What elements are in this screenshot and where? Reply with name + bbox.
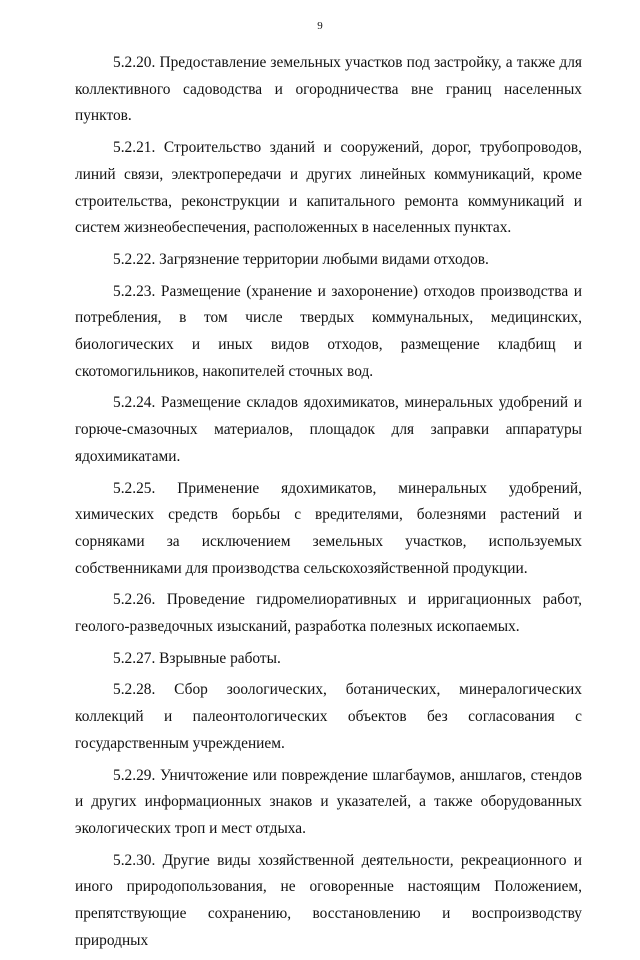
paragraph-5-2-20: 5.2.20. Предоставление земельных участков под застройку, а также для коллективного садоводства и огородничества вне границ населенных пунктов. xyxy=(75,54,582,125)
paragraph-5-2-24: 5.2.24. Размещение складов ядохимикатов, минеральных удобрений и горюче-смазочных материалов, площадок для заправки аппаратуры ядохимикатами. xyxy=(75,394,582,465)
paragraph-5-2-26: 5.2.26. Проведение гидромелиоративных и ирригационных работ, геолого-разведочных изысканий, разработка полезных ископаемых. xyxy=(75,591,582,636)
paragraph-5-2-29: 5.2.29. Уничтожение или повреждение шлагбаумов, аншлагов, стендов и других информационных знаков и указателей, а также оборудованных экологических троп и мест отдыха. xyxy=(75,766,582,837)
paragraph-5-2-27: 5.2.27. Взрывные работы. xyxy=(113,649,281,667)
paragraph-5-2-22: 5.2.22. Загрязнение территории любыми видами отходов. xyxy=(113,250,489,268)
page-number: 9 xyxy=(317,20,323,32)
paragraph-5-2-23: 5.2.23. Размещение (хранение и захоронение) отходов производства и потребления, в том числе твердых коммунальных, медицинских, биологических и иных видов отходов, размещение кладбищ и скотомогильников, накопителей сточных вод. xyxy=(75,282,582,380)
paragraph-5-2-25: 5.2.25. Применение ядохимикатов, минеральных удобрений, химических средств борьбы с вредителями, болезнями растений и сорняками за исключением земельных участков, используемых собственниками для производства сельскохозяйственной продукции. xyxy=(75,479,582,577)
paragraph-5-2-30: 5.2.30. Другие виды хозяйственной деятельности, рекреационного и иного природопользования, не оговоренные настоящим Положением, препятствующие сохранению, восстановлению и воспроизводству природных xyxy=(75,851,582,949)
paragraph-5-2-21: 5.2.21. Строительство зданий и сооружений, дорог, трубопроводов, линий связи, электропередачи и других линейных коммуникаций, кроме строительства, реконструкции и капитального ремонта коммуникаций и систем жизнеобеспечения, расположенных в населенных пунктах. xyxy=(75,139,582,237)
document-body xyxy=(75,50,582,960)
paragraph-5-2-28: 5.2.28. Сбор зоологических, ботанических, минералогических коллекций и палеонтологических объектов без согласования с государственным учреждением. xyxy=(75,681,582,752)
